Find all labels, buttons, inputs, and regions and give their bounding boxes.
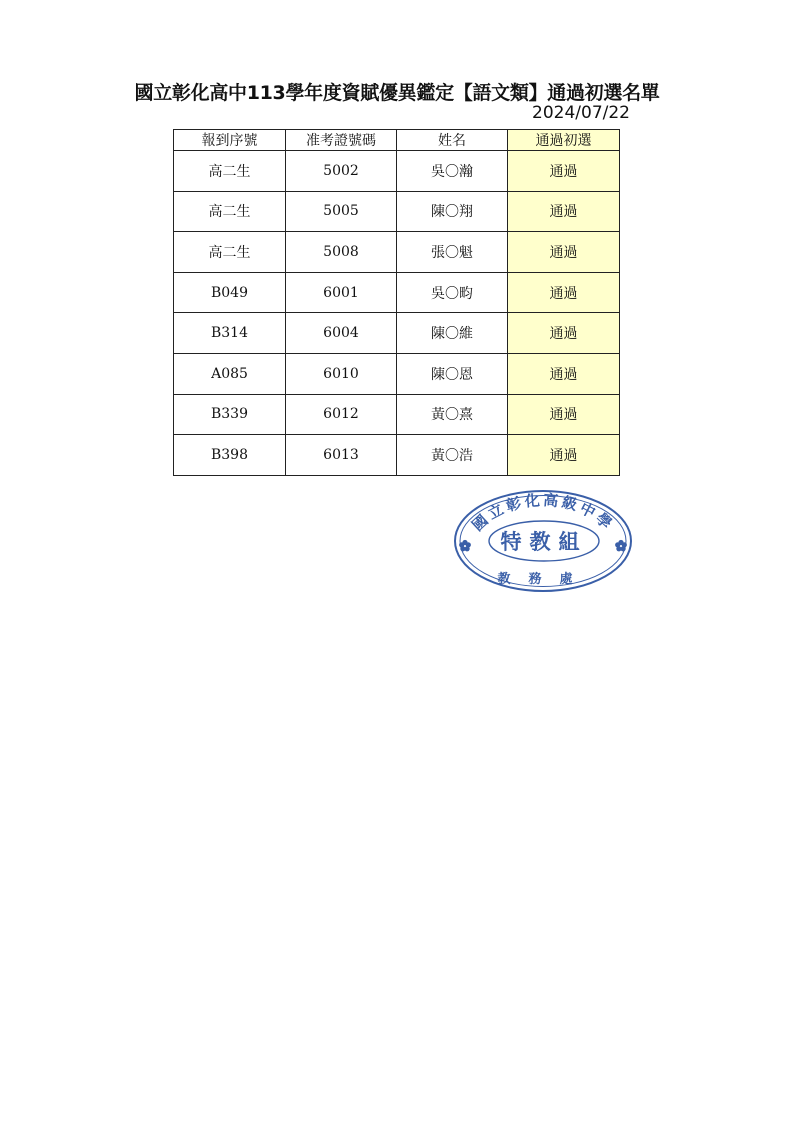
cell-pass-status: 通過	[508, 435, 620, 476]
cell-checkin-number: 高二生	[174, 151, 286, 192]
cell-name: 陳〇恩	[397, 353, 508, 394]
cell-pass-status: 通過	[508, 353, 620, 394]
cell-admission-ticket: 5005	[286, 191, 397, 232]
cell-admission-ticket: 6004	[286, 313, 397, 354]
official-seal-stamp	[452, 488, 634, 594]
table-row	[174, 313, 620, 354]
cell-pass-status: 通過	[508, 151, 620, 192]
cell-checkin-number: B398	[174, 435, 286, 476]
header-name: 姓名	[397, 130, 508, 151]
cell-admission-ticket: 6001	[286, 272, 397, 313]
cell-pass-status: 通過	[508, 272, 620, 313]
cell-admission-ticket: 5002	[286, 151, 397, 192]
cell-pass-status: 通過	[508, 232, 620, 273]
cell-checkin-number: 高二生	[174, 191, 286, 232]
cell-name: 吳〇畇	[397, 272, 508, 313]
table-row	[174, 272, 620, 313]
table-row	[174, 435, 620, 476]
document-date: 2024/07/22	[532, 103, 630, 123]
cell-admission-ticket: 5008	[286, 232, 397, 273]
cell-checkin-number: A085	[174, 353, 286, 394]
cell-admission-ticket: 6013	[286, 435, 397, 476]
table-row	[174, 151, 620, 192]
table-row	[174, 353, 620, 394]
cell-name: 吳〇瀚	[397, 151, 508, 192]
header-checkin-number: 報到序號	[174, 130, 286, 151]
cell-checkin-number: 高二生	[174, 232, 286, 273]
cell-checkin-number: B339	[174, 394, 286, 435]
table-row	[174, 394, 620, 435]
cell-name: 黃〇浩	[397, 435, 508, 476]
plum-blossom-icon	[459, 540, 471, 552]
header-pass-status: 通過初選	[508, 130, 620, 151]
seal-outer-text: 國立彰化高級中學	[468, 490, 618, 535]
page-title: 國立彰化高中113學年度資賦優異鑑定【語文類】通過初選名單	[134, 82, 660, 104]
cell-name: 張〇魁	[397, 232, 508, 273]
cell-admission-ticket: 6012	[286, 394, 397, 435]
cell-pass-status: 通過	[508, 313, 620, 354]
cell-name: 黃〇熹	[397, 394, 508, 435]
plum-blossom-icon	[615, 540, 627, 552]
cell-checkin-number: B314	[174, 313, 286, 354]
results-table	[173, 129, 620, 476]
cell-pass-status: 通過	[508, 191, 620, 232]
seal-bottom-text: 教務處	[497, 572, 591, 587]
cell-pass-status: 通過	[508, 394, 620, 435]
table-header-row	[174, 130, 620, 151]
table-row	[174, 232, 620, 273]
cell-admission-ticket: 6010	[286, 353, 397, 394]
header-admission-ticket: 准考證號碼	[286, 130, 397, 151]
table-row	[174, 191, 620, 232]
cell-checkin-number: B049	[174, 272, 286, 313]
seal-center-text: 特教組	[500, 529, 588, 554]
cell-name: 陳〇維	[397, 313, 508, 354]
cell-name: 陳〇翔	[397, 191, 508, 232]
